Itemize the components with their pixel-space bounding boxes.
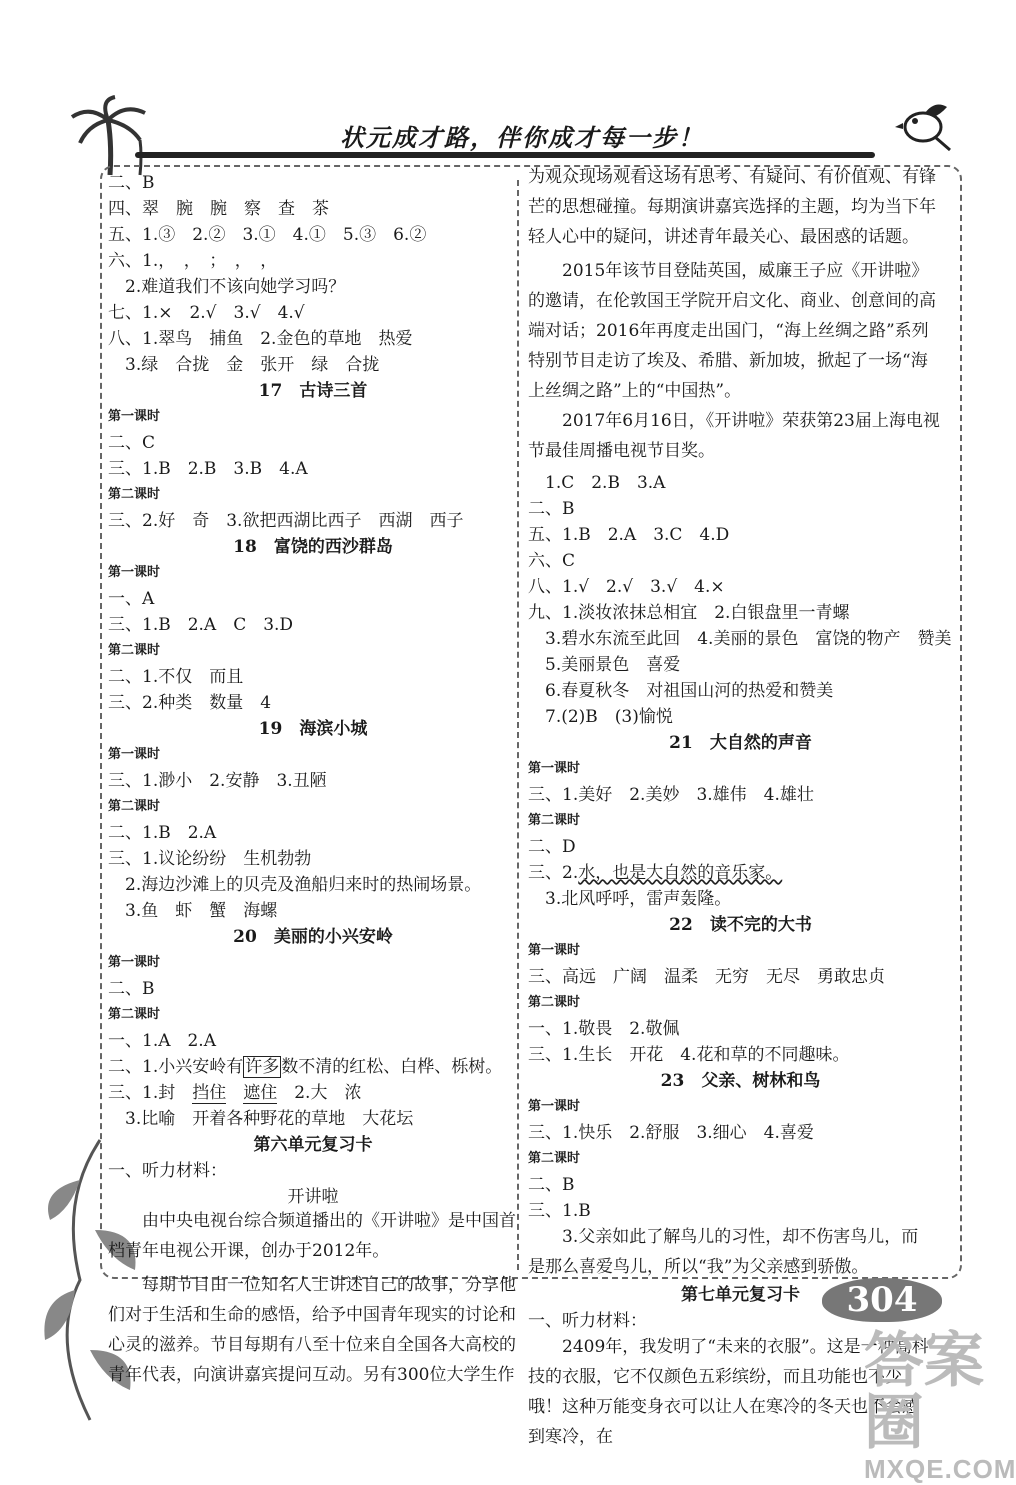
paragraph: 为观众现场观看这场有思考、有疑问、有价值观、有锋芒的思想碰撞。每期演讲嘉宾选择的主题，均为当下年轻人心中的疑问，讲述青年最关心、最困惑的话题。 [528,167,936,247]
left-column [108,170,518,1385]
wavy-underlined-text: 水，也是大自然的音乐家。 [578,863,783,883]
answer-line: 三、1.生长 开花 4.花和草的不同趣味。 [528,1045,850,1065]
text-fragment: 数不清的红松、白桦、栎树。 [281,1057,503,1077]
paragraph: 3.父亲如此了解鸟儿的习性，却不伤害鸟儿，而是那么喜爱鸟儿，所以“我”为父亲感到骄傲。 [528,1227,919,1277]
session-label: 第一课时 [528,943,581,958]
lesson-title: 19 海滨小城 [258,719,368,739]
answer-line: 三、2.好 奇 3.欲把西湖比西子 西湖 西子 [108,511,464,531]
session-label: 第一课时 [528,1099,581,1114]
answer-line: 7.(2)B (3)愉悦 [528,707,673,727]
session-label: 第二课时 [108,1007,161,1022]
answer-line: 三、1.B 2.A C 3.D [108,615,294,635]
text-fragment: 三、2. [528,863,579,883]
answer-line: 一、A [108,589,155,609]
answer-line: 二、1.B 2.A [108,823,217,843]
session-label: 第二课时 [108,799,161,814]
answer-line [528,860,782,886]
bird-icon [895,95,955,155]
paragraph: 每期节目由一位知名人士讲述自己的故事，分享他们对于生活和生命的感悟，给予中国青年现实的讨论和心灵的滋养。节目每期有八至十位来自全国各大高校的青年代表，向演讲嘉宾提问互动。另有300位大学生作 [108,1275,516,1385]
underlined-word: 挡住 [192,1083,227,1103]
answer-line: 三、1.B [528,1201,591,1221]
answer-line: 二、B [528,499,575,519]
lesson-title: 20 美丽的小兴安岭 [233,927,393,947]
underlined-word: 遮住 [243,1083,278,1103]
answer-line: 1.C 2.B 3.A [528,473,666,493]
lesson-title: 22 读不完的大书 [669,915,812,935]
article-title: 开讲啦 [287,1187,339,1207]
session-label: 第二课时 [108,487,161,502]
session-label: 第一课时 [108,955,161,970]
listening-label: 一、听力材料： [528,1311,647,1331]
answer-line: 八、1.√ 2.√ 3.√ 4.× [528,577,725,597]
answer-line: 六、1.， ， ； ， ， [108,251,278,271]
unit-title: 第六单元复习卡 [253,1135,373,1155]
answer-line: 七、1.× 2.√ 3.√ 4.√ [108,303,305,323]
answer-line [108,1080,361,1106]
boxed-word: 许多 [245,1057,280,1077]
session-label: 第一课时 [528,761,581,776]
answer-line: 3.鱼 虾 蟹 海螺 [108,901,278,921]
session-label: 第二课时 [528,1151,581,1166]
lesson-title: 18 富饶的西沙群岛 [233,537,393,557]
answer-line: 一、1.敬畏 2.敬佩 [528,1019,680,1039]
page-number: 304 [822,1278,942,1322]
answer-line: 三、1.美好 2.美妙 3.雄伟 4.雄壮 [528,785,814,805]
answer-line: 二、B [108,173,155,193]
answer-line: 九、1.淡妆浓抹总相宜 2.白银盘里一青螺 [528,603,850,623]
answer-line: 3.绿 合拢 金 张开 绿 合拢 [108,355,380,375]
lesson-title: 23 父亲、树林和鸟 [660,1071,821,1091]
answer-line: 2.难道我们不该向她学习吗？ [108,277,346,297]
answer-line: 6.春夏秋冬 对祖国山河的热爱和赞美 [528,681,834,701]
answer-line: 2.海边沙滩上的贝壳及渔船归来时的热闹场景。 [108,875,482,895]
answer-line: 3.比喻 开着各种野花的草地 大花坛 [108,1109,414,1129]
answer-line: 六、C [528,551,576,571]
answer-line: 八、1.翠鸟 捕鱼 2.金色的草地 热爱 [108,329,413,349]
text-fragment: 二、1.小兴安岭有 [108,1057,244,1077]
watermark-main: 答案圈 [864,1327,984,1456]
answer-line: 二、D [528,837,576,857]
answer-line: 三、1.B 2.B 3.B 4.A [108,459,308,479]
session-label: 第二课时 [528,995,581,1010]
answer-line: 五、1.B 2.A 3.C 4.D [528,525,730,545]
answer-line [108,1054,502,1080]
answer-line: 二、C [108,433,156,453]
session-label: 第二课时 [528,813,581,828]
answer-line: 三、1.议论纷纷 生机勃勃 [108,849,312,869]
header-slogan: 状元成才路，伴你成才每一步！ [340,123,704,152]
watermark-url: MXQE.COM [864,1454,1016,1484]
lesson-title: 17 古诗三首 [258,381,368,401]
session-label: 第二课时 [108,643,161,658]
answer-line: 三、1.快乐 2.舒服 3.细心 4.喜爱 [528,1123,814,1143]
session-label: 第一课时 [108,409,161,424]
palm-tree-icon [70,95,160,175]
answer-line: 三、高远 广阔 温柔 无穷 无尽 勇敢忠贞 [528,967,885,987]
answer-line: 5.美丽景色 喜爱 [528,655,681,675]
lesson-title: 21 大自然的声音 [669,733,812,753]
session-label: 第一课时 [108,747,161,762]
answer-line: 三、1.渺小 2.安静 3.丑陋 [108,771,327,791]
paragraph: 2015年该节目登陆英国，威廉王子应《开讲啦》的邀请，在伦敦国王学院开启文化、商业、创意间的高端对话；2016年再度走出国门，“海上丝绸之路”系列特别节目走访了埃及、希腊、新加坡，掀起了一场“海上丝绸之路”上的“中国热”。 [528,261,936,401]
text-fragment [226,1083,243,1103]
session-label: 第一课时 [108,565,161,580]
answer-line: 三、2.种类 数量 4 [108,693,272,713]
paragraph: 2409年，我发明了“未来的衣服”。这是一种高科技的衣服，它不仅颜色五彩缤纷，而且功能也不少哦！这种万能变身衣可以让人在寒冷的冬天也不会感到寒冷，在 [528,1337,929,1447]
answer-line: 3.北风呼呼，雷声轰隆。 [528,889,732,909]
answer-line: 五、1.③ 2.② 3.① 4.① 5.③ 6.② [108,225,427,245]
paragraph: 由中央电视台综合频道播出的《开讲啦》是中国首档青年电视公开课，创办于2012年。 [108,1211,516,1261]
answer-line: 二、1.不仅 而且 [108,667,244,687]
unit-title: 第七单元复习卡 [681,1285,800,1305]
answer-line: 四、翠 腕 腕 察 查 茶 [108,199,329,219]
text-fragment: 2.大 浓 [277,1083,362,1103]
paragraph: 2017年6月16日，《开讲啦》荣获第23届上海电视节最佳周播电视节目奖。 [528,411,940,461]
text-fragment: 三、1.封 [108,1083,193,1103]
answer-line: 二、B [528,1175,575,1195]
answer-line: 3.碧水东流至此回 4.美丽的景色 富饶的物产 赞美 [528,629,952,649]
answer-line: 二、B [108,979,155,999]
watermark [864,1327,1016,1485]
listening-label: 一、听力材料： [108,1161,227,1181]
answer-line: 一、1.A 2.A [108,1031,216,1051]
